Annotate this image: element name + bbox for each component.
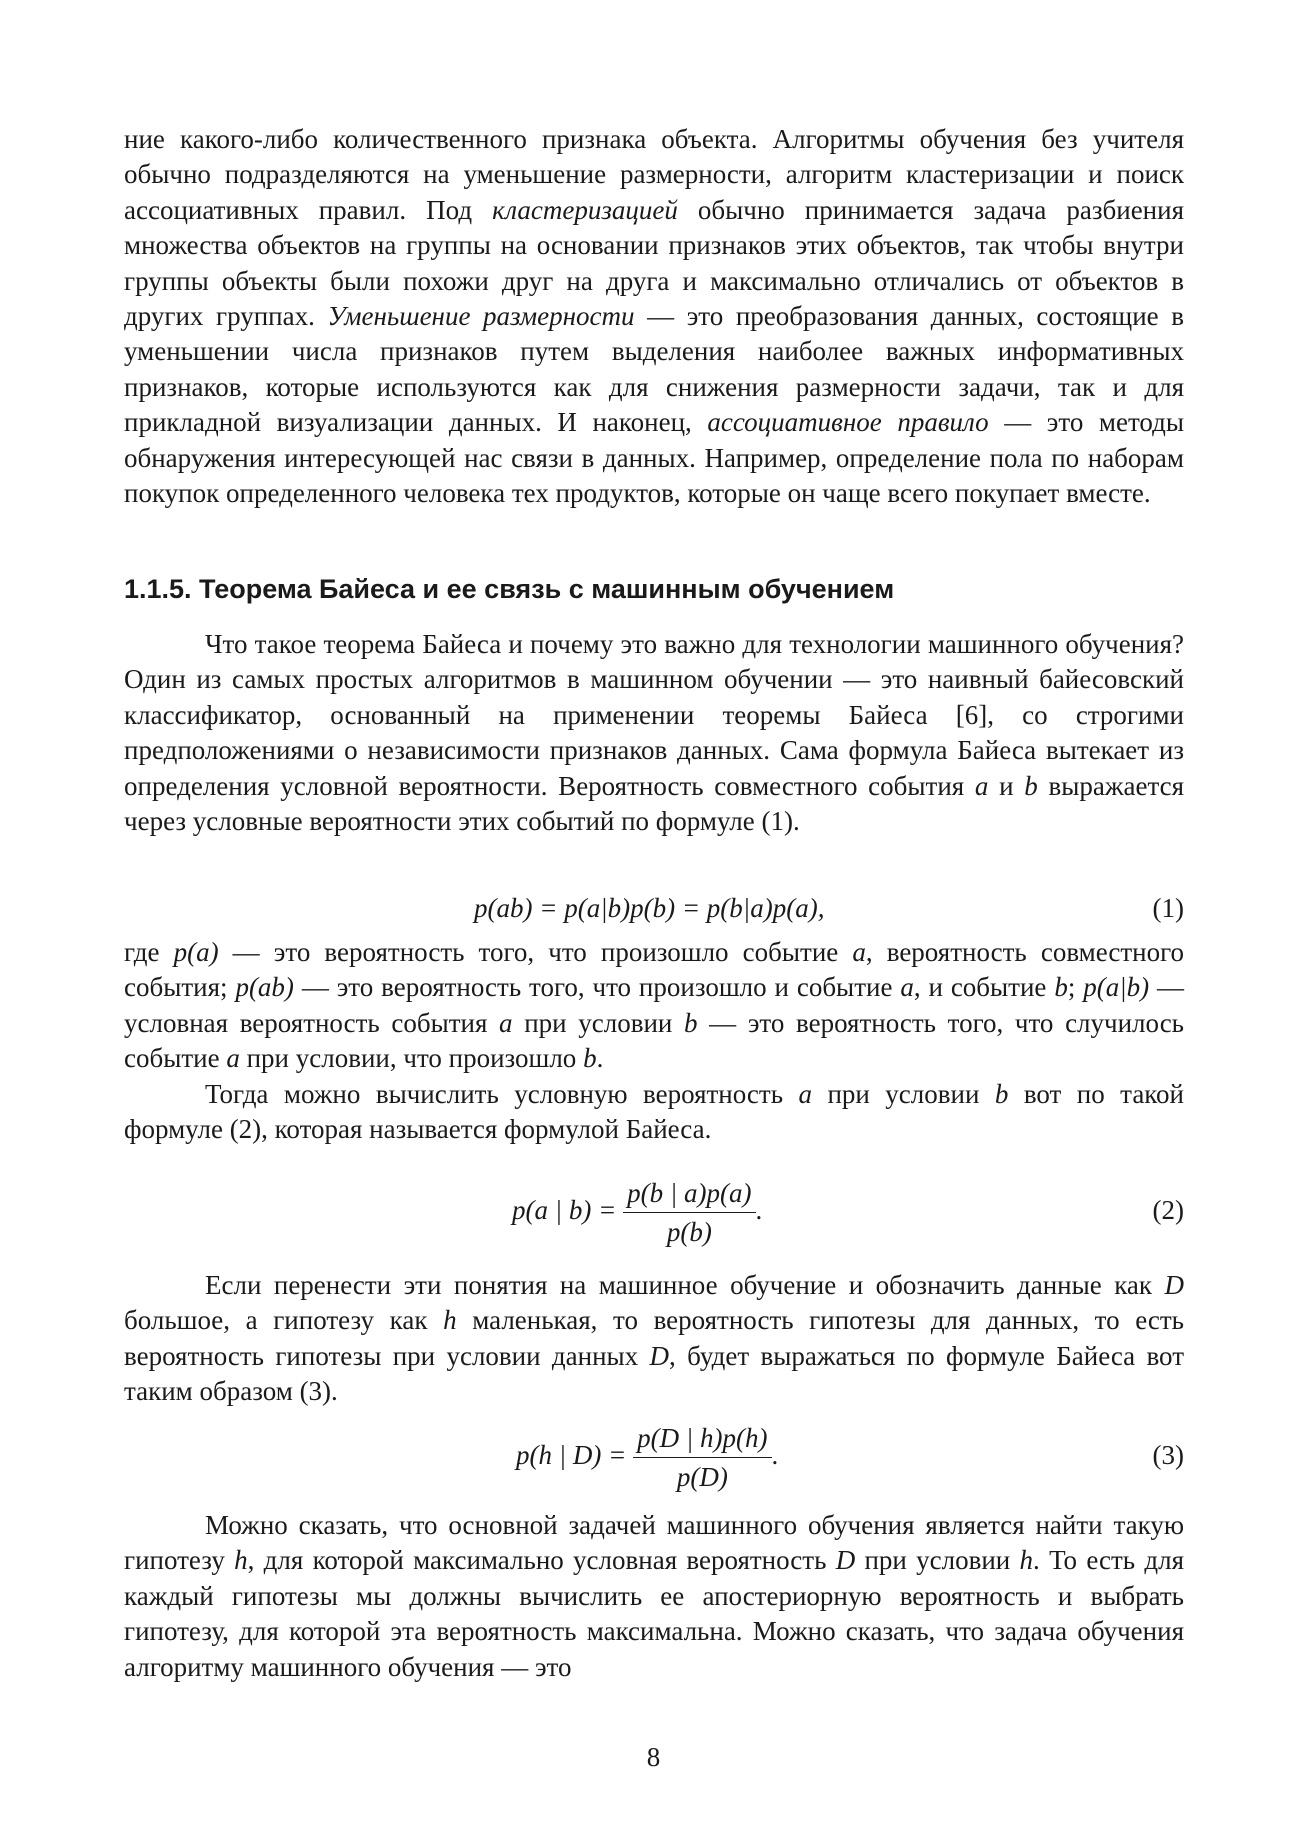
text-run: маленькая, то вероятность гипотезы для данных, то есть вероятность гипотезы при условии данных <box>124 1305 1184 1371</box>
text-run: — условная вероятность события <box>124 972 1185 1038</box>
formula-3-fraction <box>633 1421 771 1494</box>
text-run: — это методы обнаружения интересующей нас связи в данных. Например, определение пола по наборам покупок определенного человека тех продуктов, которые он чаще всего покупает вместе. <box>124 407 1185 509</box>
variable-b: b <box>684 1007 698 1038</box>
term-clustering: кластеризацией <box>492 194 678 225</box>
formula-1 <box>124 888 1184 938</box>
variable-h: h <box>1019 1545 1034 1576</box>
text-run: , вероятность совместного события; <box>124 937 1184 1003</box>
text-run: большое, а гипотезу как <box>124 1305 444 1336</box>
text-run: при условии <box>855 1545 1020 1576</box>
variable-b: b <box>994 1079 1009 1109</box>
formula-2-lhs: p(a | b) = <box>512 1195 617 1225</box>
section-heading: 1.1.5. Теорема Байеса и ее связь с машинным обучением <box>124 574 895 604</box>
formula-3-denominator: p(D) <box>676 1462 728 1493</box>
variable-a: a <box>900 972 914 1003</box>
text-run: при условии <box>512 1007 685 1038</box>
formula-2 <box>124 1170 1184 1250</box>
variable-D: D <box>835 1545 856 1576</box>
text-run: Можно сказать, что основной задачей машинного обучения является найти такую гипотезу <box>124 1510 1184 1576</box>
formula-3-expression <box>516 1415 778 1495</box>
term-association-rule: ассоциативное правило <box>707 407 989 438</box>
formula-1-expression: p(ab) = p(a|b)p(b) = p(b|a)p(a), <box>474 893 825 923</box>
variable-b: b <box>1024 770 1038 801</box>
formula-3-number: (3) <box>1152 1440 1184 1470</box>
formula-1-number: (1) <box>1152 893 1184 923</box>
text-run: . <box>596 1043 604 1074</box>
text-run: , и событие <box>913 972 1055 1003</box>
expr-p-a-given-b: p(a|b) <box>1083 972 1150 1003</box>
formula-3-period: . <box>771 1440 779 1470</box>
variable-a: a <box>798 1079 812 1109</box>
variable-a: a <box>226 1043 240 1074</box>
paragraph-intro <box>124 122 1184 511</box>
text-run: при условии <box>811 1079 995 1109</box>
text-run: ние какого-либо количественного признака объекта. Алгоритмы обучения без учителя обычно подразделяются на уменьшение размерности, алгоритм кластеризации и поиск ассоциативных правил. Под <box>124 124 1184 225</box>
paragraph-then <box>124 1077 1184 1148</box>
paragraph-task <box>124 1508 1184 1685</box>
page-number: 8 <box>646 1742 661 1772</box>
formula-3 <box>124 1415 1184 1495</box>
text-run: где <box>124 937 174 967</box>
text-run: . То есть для каждый гипотезы мы должны вычислить ее апостериорную вероятность и выбрать гипотезу, для которой эта вероятность максимальна. Можно сказать, что задача обучения алгоритму машинного обучения — это <box>124 1545 1184 1682</box>
text-run: , будет выражаться по формуле Байеса вот таким образом (3). <box>124 1340 1184 1407</box>
formula-2-fraction <box>623 1176 755 1249</box>
paragraph-where <box>124 935 1184 1077</box>
text-run: и <box>988 770 1025 801</box>
formula-2-expression <box>512 1170 762 1250</box>
variable-a: a <box>499 1007 513 1038</box>
formula-2-numerator: p(b | a)p(a) <box>623 1176 755 1213</box>
variable-a: a <box>974 770 989 801</box>
variable-b: b <box>583 1043 597 1074</box>
text-run: при условии, что произошло <box>239 1043 584 1074</box>
term-dimensionality-reduction: Уменьшение размерности <box>327 301 635 332</box>
text-run: — это преобразования данных, состоящие в уменьшении числа признаков путем выделения наиболее важных информативных признаков, которые используются как для снижения размерности задачи, так и для прикладной визуализации данных. И наконец, <box>124 301 1184 438</box>
text-run: Если перенести эти понятия на машинное обучение и обозначить данные как <box>205 1270 1165 1300</box>
text-run: — это вероятность того, что произошло событие <box>218 937 853 967</box>
formula-2-period: . <box>755 1195 763 1225</box>
variable-h: h <box>234 1545 248 1576</box>
text-run: — это вероятность того, что произошло и событие <box>293 972 901 1003</box>
text-run: , для которой максимально условная вероятность <box>247 1545 836 1576</box>
expr-p-ab: p(ab) <box>235 972 294 1003</box>
text-run: вот по такой формуле (2), которая называется формулой Байеса. <box>124 1079 1184 1145</box>
variable-h: h <box>443 1305 457 1336</box>
text-run: выражается через условные вероятности этих событий по формуле (1). <box>124 770 1185 837</box>
paragraph-bayes <box>124 627 1184 839</box>
variable-b: b <box>1054 972 1068 1003</box>
text-run: ; <box>1067 972 1084 1003</box>
variable-a: a <box>852 937 866 967</box>
formula-3-lhs: p(h | D) = <box>516 1440 627 1470</box>
text-run: обычно принимается задача разбиения множества объектов на группы на основании признаков этих объектов, так чтобы внутри группы объекты были похожи друг на друга и максимально отличались от объектов в других группах. <box>124 194 1184 332</box>
variable-D: D <box>1164 1270 1184 1300</box>
variable-D: D <box>649 1340 670 1371</box>
text-run: Тогда можно вычислить условную вероятность <box>205 1079 799 1109</box>
text-run: — это вероятность того, что случилось событие <box>124 1007 1184 1074</box>
formula-2-denominator: p(b) <box>666 1217 712 1248</box>
formula-3-numerator: p(D | h)p(h) <box>633 1421 771 1458</box>
formula-2-number: (2) <box>1152 1195 1184 1225</box>
paragraph-ml <box>124 1268 1184 1410</box>
text-run: Что такое теорема Байеса и почему это важно для технологии машинного обучения? Один из самых простых алгоритмов в машинном обучении — это наивный байесовский классификатор, основанный на применении теоремы Байеса [6], со строгими предположениями о независимости признаков данных. Сама формула Байеса вытекает из определения условной вероятности. Вероятность совместного события <box>124 629 1184 801</box>
expr-p-a: p(a) <box>173 937 219 967</box>
